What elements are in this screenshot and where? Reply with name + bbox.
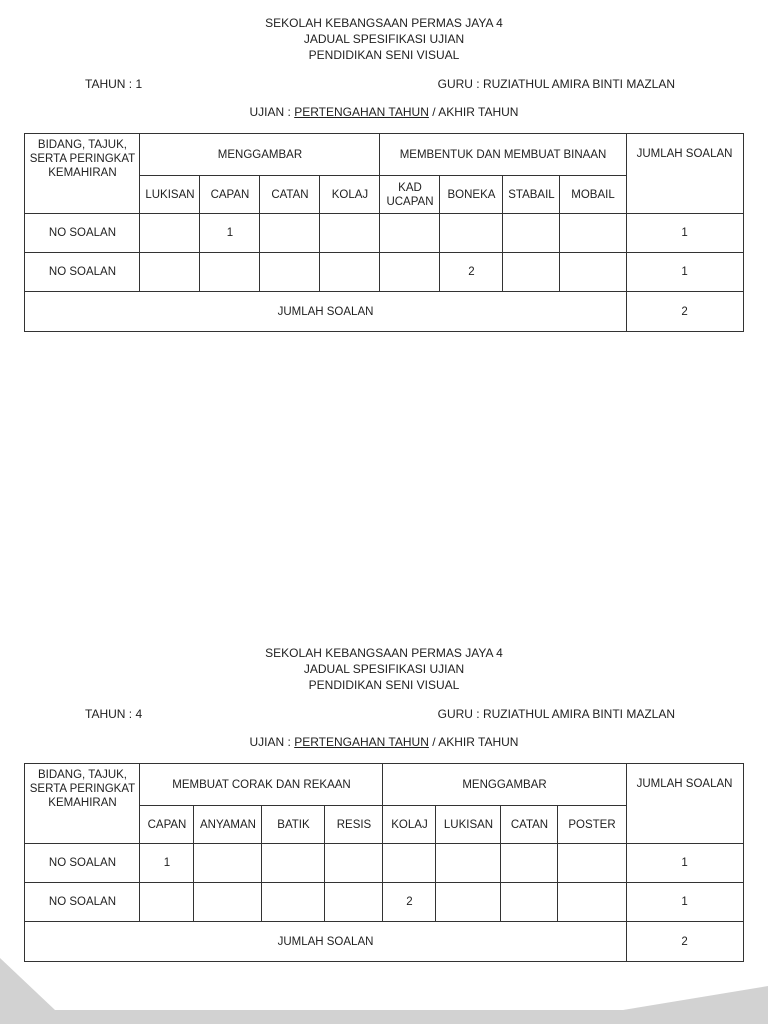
value-cell: [194, 844, 262, 883]
document-title: JADUAL SPESIFIKASI UJIAN: [303, 662, 465, 676]
value-cell: [325, 883, 383, 922]
section-tahun-1: [0, 0, 768, 332]
group-header-cell: MEMBENTUK DAN MEMBUAT BINAAN: [380, 134, 626, 176]
spec-table-tahun-1: [24, 133, 743, 332]
value-cell: [194, 883, 262, 922]
row-label-cell: NO SOALAN: [25, 883, 140, 922]
sub-header-cell: CAPAN: [200, 176, 260, 214]
sub-header-cell: MOBAIL: [560, 176, 626, 214]
exam-type-midyear: PERTENGAHAN TAHUN: [294, 735, 429, 749]
school-name: SEKOLAH KEBANGSAAN PERMAS JAYA 4: [265, 16, 503, 30]
table-row: [25, 844, 743, 883]
row-total-cell: 1: [626, 844, 743, 883]
value-cell: [260, 253, 320, 292]
value-cell: 2: [440, 253, 503, 292]
value-cell: 1: [200, 214, 260, 253]
sub-header-cell: LUKISAN: [436, 806, 501, 844]
section-tahun-4: [0, 630, 768, 962]
year-label: TAHUN : 4: [85, 707, 143, 721]
sub-header-cell: KOLAJ: [383, 806, 436, 844]
value-cell: [140, 883, 194, 922]
sub-header-cell: CATAN: [501, 806, 558, 844]
value-cell: [200, 253, 260, 292]
value-cell: 1: [140, 844, 194, 883]
value-cell: [560, 253, 626, 292]
exam-label-suffix: / AKHIR TAHUN: [428, 735, 519, 749]
footer-total-cell: 2: [626, 922, 743, 962]
total-header-cell: JUMLAH SOALAN: [626, 764, 743, 844]
exam-line: [0, 735, 768, 750]
value-cell: [558, 844, 626, 883]
value-cell: [436, 883, 501, 922]
value-cell: [501, 883, 558, 922]
row-label-cell: NO SOALAN: [25, 214, 140, 253]
sub-header-cell: LUKISAN: [140, 176, 200, 214]
row-total-cell: 1: [626, 883, 743, 922]
school-name: SEKOLAH KEBANGSAAN PERMAS JAYA 4: [265, 646, 503, 660]
group-header-cell: MEMBUAT CORAK DAN REKAAN: [140, 764, 383, 806]
value-cell: [383, 844, 436, 883]
row-label-cell: NO SOALAN: [25, 253, 140, 292]
subject-title: PENDIDIKAN SENI VISUAL: [308, 678, 460, 692]
total-header-cell: JUMLAH SOALAN: [626, 134, 743, 214]
group-header-cell: MENGGAMBAR: [383, 764, 626, 806]
value-cell: [262, 844, 325, 883]
exam-label-prefix: UJIAN :: [249, 735, 295, 749]
sub-header-cell: KOLAJ: [320, 176, 380, 214]
exam-type-midyear: PERTENGAHAN TAHUN: [294, 105, 429, 119]
value-cell: [380, 214, 440, 253]
sub-header-cell: STABAIL: [503, 176, 560, 214]
value-cell: [140, 214, 200, 253]
value-cell: [325, 844, 383, 883]
row-total-cell: 1: [626, 214, 743, 253]
table-row: [25, 883, 743, 922]
sub-header-cell: POSTER: [558, 806, 626, 844]
sub-header-cell: CATAN: [260, 176, 320, 214]
value-cell: [140, 253, 200, 292]
group-header-cell: MENGGAMBAR: [140, 134, 380, 176]
exam-label-suffix: / AKHIR TAHUN: [428, 105, 519, 119]
corner-header-cell: BIDANG, TAJUK, SERTA PERINGKAT KEMAHIRAN: [25, 764, 140, 844]
value-cell: [436, 844, 501, 883]
value-cell: [440, 214, 503, 253]
teacher-label: GURU : RUZIATHUL AMIRA BINTI MAZLAN: [437, 77, 675, 91]
corner-header-cell: BIDANG, TAJUK, SERTA PERINGKAT KEMAHIRAN: [25, 134, 140, 214]
teacher-label: GURU : RUZIATHUL AMIRA BINTI MAZLAN: [437, 707, 675, 721]
row-label-cell: NO SOALAN: [25, 844, 140, 883]
footer-total-cell: 2: [626, 292, 743, 332]
value-cell: [262, 883, 325, 922]
value-cell: 2: [383, 883, 436, 922]
value-cell: [260, 214, 320, 253]
subject-title: PENDIDIKAN SENI VISUAL: [308, 48, 460, 62]
value-cell: [320, 214, 380, 253]
year-label: TAHUN : 1: [85, 77, 143, 91]
value-cell: [380, 253, 440, 292]
sub-header-cell: ANYAMAN: [194, 806, 262, 844]
meta-row: [85, 77, 675, 92]
value-cell: [320, 253, 380, 292]
table-row: [25, 214, 743, 253]
sub-header-cell: KAD UCAPAN: [380, 176, 440, 214]
row-total-cell: 1: [626, 253, 743, 292]
spec-table-tahun-4: [24, 763, 743, 962]
footer-label-cell: JUMLAH SOALAN: [25, 292, 626, 332]
value-cell: [503, 214, 560, 253]
exam-line: [0, 105, 768, 120]
sub-header-cell: BATIK: [262, 806, 325, 844]
page-edge-backdrop-bottom: [0, 1010, 768, 1024]
value-cell: [501, 844, 558, 883]
document-header: [0, 630, 768, 693]
table-row: [25, 253, 743, 292]
sub-header-cell: BONEKA: [440, 176, 503, 214]
meta-row: [85, 707, 675, 722]
sub-header-cell: RESIS: [325, 806, 383, 844]
sub-header-cell: CAPAN: [140, 806, 194, 844]
value-cell: [558, 883, 626, 922]
document-title: JADUAL SPESIFIKASI UJIAN: [303, 32, 465, 46]
exam-label-prefix: UJIAN :: [249, 105, 295, 119]
value-cell: [560, 214, 626, 253]
value-cell: [503, 253, 560, 292]
document-header: [0, 0, 768, 63]
footer-label-cell: JUMLAH SOALAN: [25, 922, 626, 962]
